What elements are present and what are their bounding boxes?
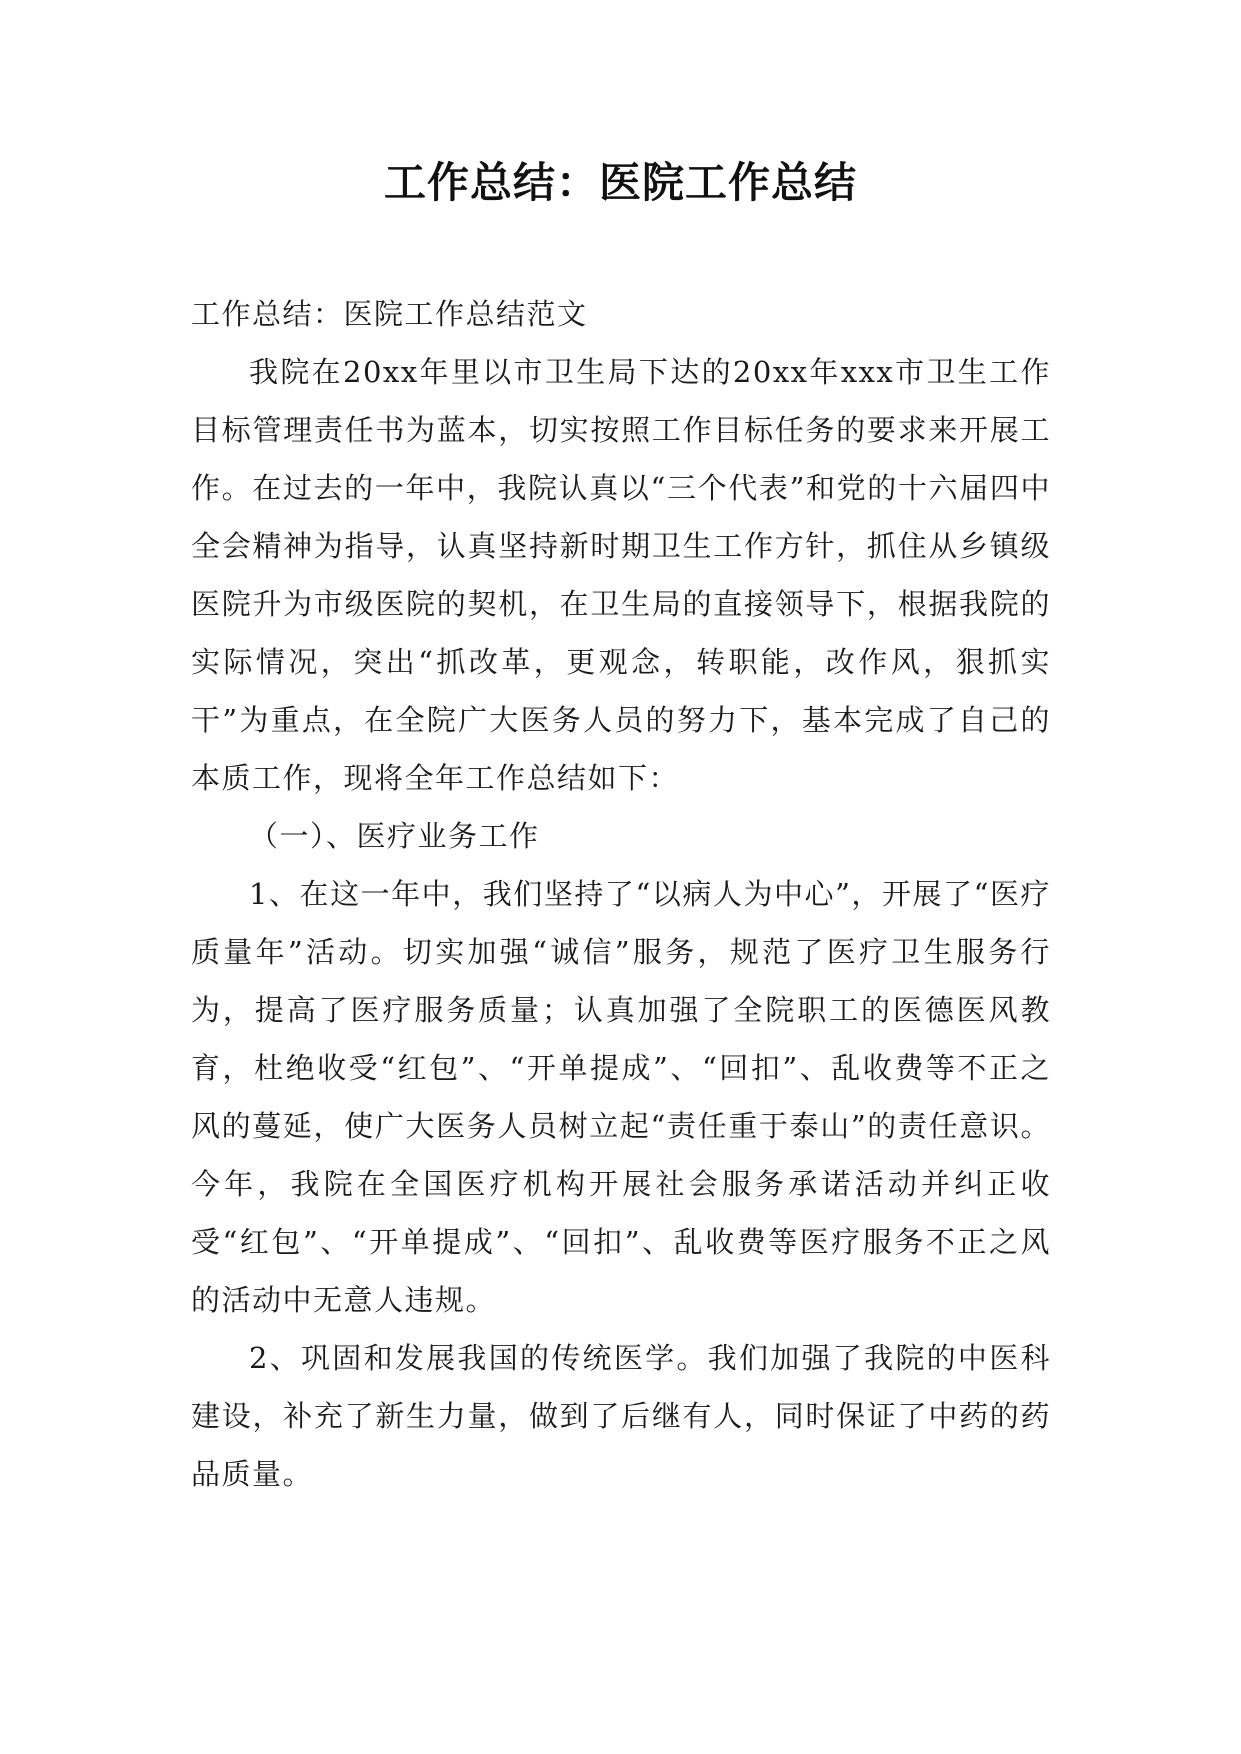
document-body — [191, 285, 1051, 1503]
paragraph-item-2: 2、巩固和发展我国的传统医学。我们加强了我院的中医科建设，补充了新生力量，做到了后继有人，同时保证了中药的药品质量。 — [191, 1341, 1051, 1491]
paragraph-item-1: 1、在这一年中，我们坚持了“以病人为中心”，开展了“医疗质量年”活动。切实加强“诚信”服务，规范了医疗卫生服务行为，提高了医疗服务质量；认真加强了全院职工的医德医风教育，杜绝收受“红包”、“开单提成”、“回扣”、乱收费等不正之风的蔓延，使广大医务人员树立起“责任重于泰山”的责任意识。今年，我院在全国医疗机构开展社会服务承诺活动并纠正收受“红包”、“开单提成”、“回扣”、乱收费等医疗服务不正之风的活动中无意人违规。 — [191, 877, 1051, 1317]
section-heading-medical-work: （一）、医疗业务工作 — [249, 819, 540, 853]
document-title: 工作总结：医院工作总结 — [383, 158, 857, 207]
paragraph-intro: 我院在20xx年里以市卫生局下达的20xx年xxx市卫生工作目标管理责任书为蓝本，切实按照工作目标任务的要求来开展工作。在过去的一年中，我院认真以“三个代表”和党的十六届四中全会精神为指导，认真坚持新时期卫生工作方针，抓住从乡镇级医院升为市级医院的契机，在卫生局的直接领导下，根据我院的实际情况，突出“抓改革，更观念，转职能，改作风，狠抓实干”为重点，在全院广大医务人员的努力下，基本完成了自己的本质工作，现将全年工作总结如下： — [191, 355, 1051, 795]
document-subtitle: 工作总结：医院工作总结范文 — [191, 297, 588, 331]
